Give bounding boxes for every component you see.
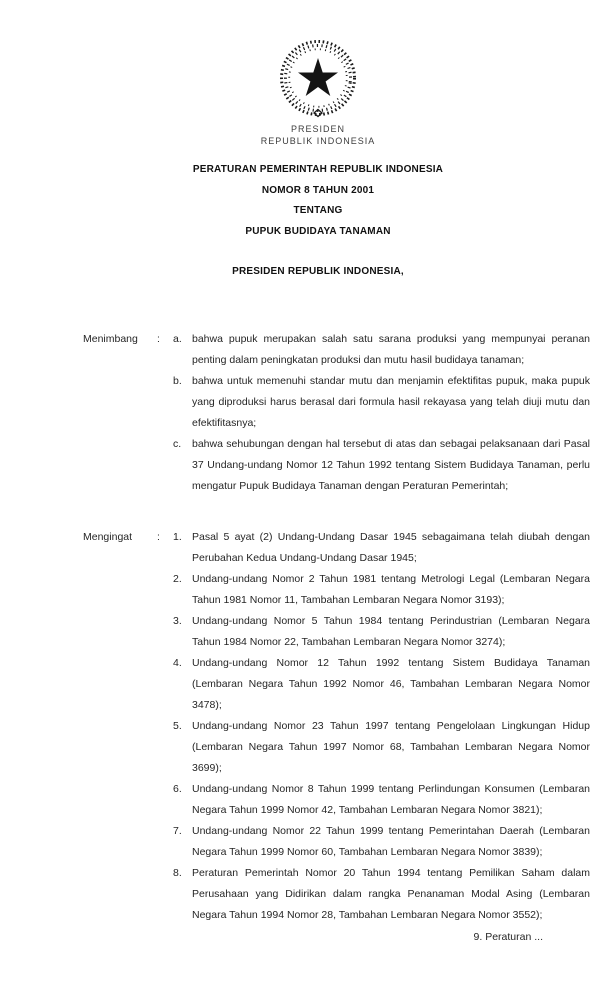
spacer-cell (157, 371, 173, 434)
catchword: 9. Peraturan ... (473, 931, 543, 943)
star-wreath-icon (276, 38, 360, 122)
item-text: Pasal 5 ayat (2) Undang-Undang Dasar 1945 sebagaimana telah diubah dengan Perubahan Kedua Undang-Undang Dasar 1945; (192, 531, 590, 564)
letterhead (12, 124, 612, 147)
item-text: bahwa sehubungan dengan hal tersebut di atas dan sebagai pelaksanaan dari Pasal 37 Undang-undang Nomor 12 Tahun 1992 tentang Sistem Budidaya Tanaman, perlu mengatur Pupuk Budidaya Tanaman dengan Peraturan Pemerintah; (192, 438, 590, 492)
spacer-cell (157, 569, 173, 611)
item-text: Undang-undang Nomor 2 Tahun 1981 tentang Metrologi Legal (Lembaran Negara Tahun 1981 Nomor 11, Tambahan Lembaran Negara Nomor 3193); (192, 573, 590, 606)
item-marker: c. (173, 438, 182, 450)
item-marker: 1. (173, 531, 182, 543)
title-line-regulation: PERATURAN PEMERINTAH REPUBLIK INDONESIA (192, 164, 444, 175)
spacer-cell (83, 779, 157, 821)
presidential-emblem (276, 38, 360, 122)
spacer-cell (157, 779, 173, 821)
spacer-cell (83, 716, 157, 779)
section-menimbang (83, 329, 590, 497)
section-mengingat (83, 527, 590, 926)
item-text: Undang-undang Nomor 5 Tahun 1984 tentang Perindustrian (Lembaran Negara Tahun 1984 Nomor 22, Tambahan Lembaran Negara Nomor 3274); (192, 615, 590, 648)
item-text: Undang-undang Nomor 22 Tahun 1999 tentang Pemerintahan Daerah (Lembaran Negara Tahun 1999 Nomor 60, Tambahan Lembaran Negara Nomor 3839); (192, 825, 590, 858)
salutation: PRESIDEN REPUBLIK INDONESIA, (232, 266, 404, 277)
item-marker: b. (173, 375, 182, 387)
title-line-subject: PUPUK BUDIDAYA TANAMAN (245, 226, 391, 238)
spacer-cell (157, 653, 173, 716)
spacer-cell (157, 716, 173, 779)
spacer-cell (83, 569, 157, 611)
document-title (12, 160, 612, 243)
item-text: Undang-undang Nomor 12 Tahun 1992 tentang Sistem Budidaya Tanaman (Lembaran Negara Tahun 1992 Nomor 46, Tambahan Lembaran Negara Nomor 3478); (192, 657, 590, 711)
item-marker: a. (173, 333, 182, 345)
item-marker: 6. (173, 783, 182, 795)
item-marker: 7. (173, 825, 182, 837)
item-text: bahwa pupuk merupakan salah satu sarana produksi yang mempunyai peranan penting dalam peningkatan produksi dan mutu hasil budidaya tanaman; (192, 333, 590, 366)
title-line-number: NOMOR 8 TAHUN 2001 (261, 184, 375, 196)
document-body (83, 329, 590, 926)
section-colon: : (157, 333, 160, 345)
item-marker: 2. (173, 573, 182, 585)
spacer-cell (83, 611, 157, 653)
item-marker: 4. (173, 657, 182, 669)
spacer-cell (83, 371, 157, 434)
item-marker: 5. (173, 720, 182, 732)
item-marker: 8. (173, 867, 182, 879)
title-line-tentang: TENTANG (293, 205, 343, 217)
spacer-cell (157, 821, 173, 863)
spacer-cell (157, 863, 173, 926)
item-text: Undang-undang Nomor 8 Tahun 1999 tentang Perlindungan Konsumen (Lembaran Negara Tahun 1999 Nomor 42, Tambahan Lembaran Negara Nomor 3821); (192, 783, 590, 816)
section-label: Mengingat (83, 531, 133, 543)
letterhead-republik-indonesia: REPUBLIK INDONESIA (260, 135, 376, 146)
spacer-cell (83, 653, 157, 716)
spacer-cell (157, 611, 173, 653)
section-colon: : (157, 531, 160, 543)
item-marker: 3. (173, 615, 182, 627)
spacer-cell (83, 821, 157, 863)
spacer-cell (83, 434, 157, 497)
letterhead-presiden: PRESIDEN (290, 124, 345, 134)
item-text: Undang-undang Nomor 23 Tahun 1997 tentang Pengelolaan Lingkungan Hidup (Lembaran Negara Tahun 1997 Nomor 68, Tambahan Lembaran Negara Nomor 3699); (192, 720, 590, 774)
item-text: Peraturan Pemerintah Nomor 20 Tahun 1994 tentang Pemilikan Saham dalam Perusahaan yang Didirikan dalam rangka Penanaman Modal Asing (Lembaran Negara Tahun 1994 Nomor 28, Tambahan Lembaran Negara Nomor 3552); (192, 867, 590, 921)
spacer-cell (83, 863, 157, 926)
spacer-cell (157, 434, 173, 497)
section-label: Menimbang (83, 333, 138, 345)
item-text: bahwa untuk memenuhi standar mutu dan menjamin efektifitas pupuk, maka pupuk yang diproduksi harus berasal dari formula hasil rekayasa yang telah diuji mutu dan efektifitasnya; (192, 375, 590, 429)
